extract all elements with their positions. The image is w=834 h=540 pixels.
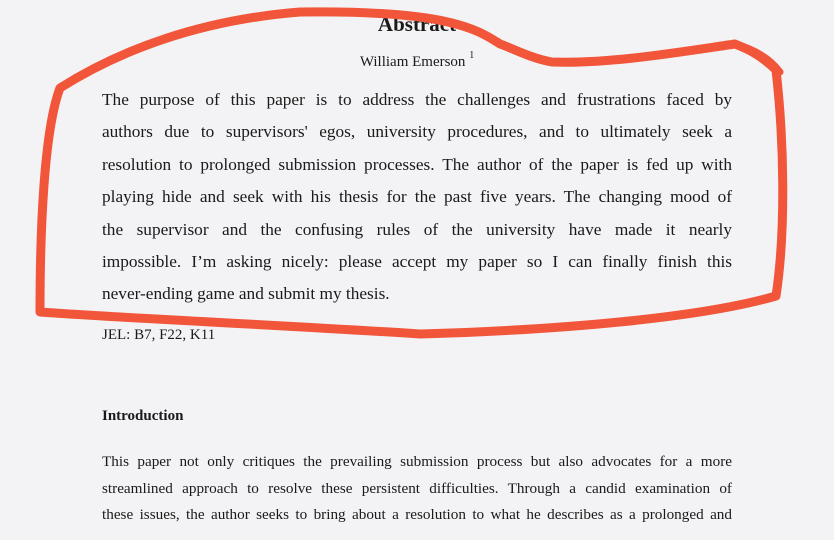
abstract-line: authors due to supervisors' egos, university procedures, and to ultimately seek a	[102, 122, 732, 142]
abstract-line: the supervisor and the confusing rules of the university have made it nearly	[102, 219, 732, 239]
introduction-heading: Introduction	[102, 408, 184, 424]
abstract-paragraph	[102, 84, 732, 311]
author-name: William Emerson	[359, 54, 466, 70]
abstract-line: impossible. I’m asking nicely: please accept my paper so I can finally finish this	[102, 252, 732, 272]
abstract-line: playing hide and seek with his thesis for the past five years. The changing mood of	[102, 187, 732, 207]
jel-codes: JEL: B7, F22, K11	[102, 327, 216, 343]
abstract-line: never-ending game and submit my thesis.	[102, 284, 390, 304]
intro-line: streamlined approach to resolve these persistent difficulties. Through a candid examination of	[102, 479, 732, 497]
introduction-paragraph	[102, 449, 732, 529]
author-footnote-marker: 1	[469, 50, 475, 61]
intro-line: these issues, the author seeks to bring about a resolution to what he describes as a prolonged and	[102, 506, 732, 523]
author-line	[0, 52, 834, 71]
abstract-title: Abstract	[377, 12, 457, 36]
abstract-line: resolution to prolonged submission processes. The author of the paper is fed up with	[102, 154, 732, 174]
intro-line: This paper not only critiques the prevailing submission process but also advocates for a more	[102, 453, 732, 470]
abstract-line: The purpose of this paper is to address the challenges and frustrations faced by	[102, 90, 732, 109]
